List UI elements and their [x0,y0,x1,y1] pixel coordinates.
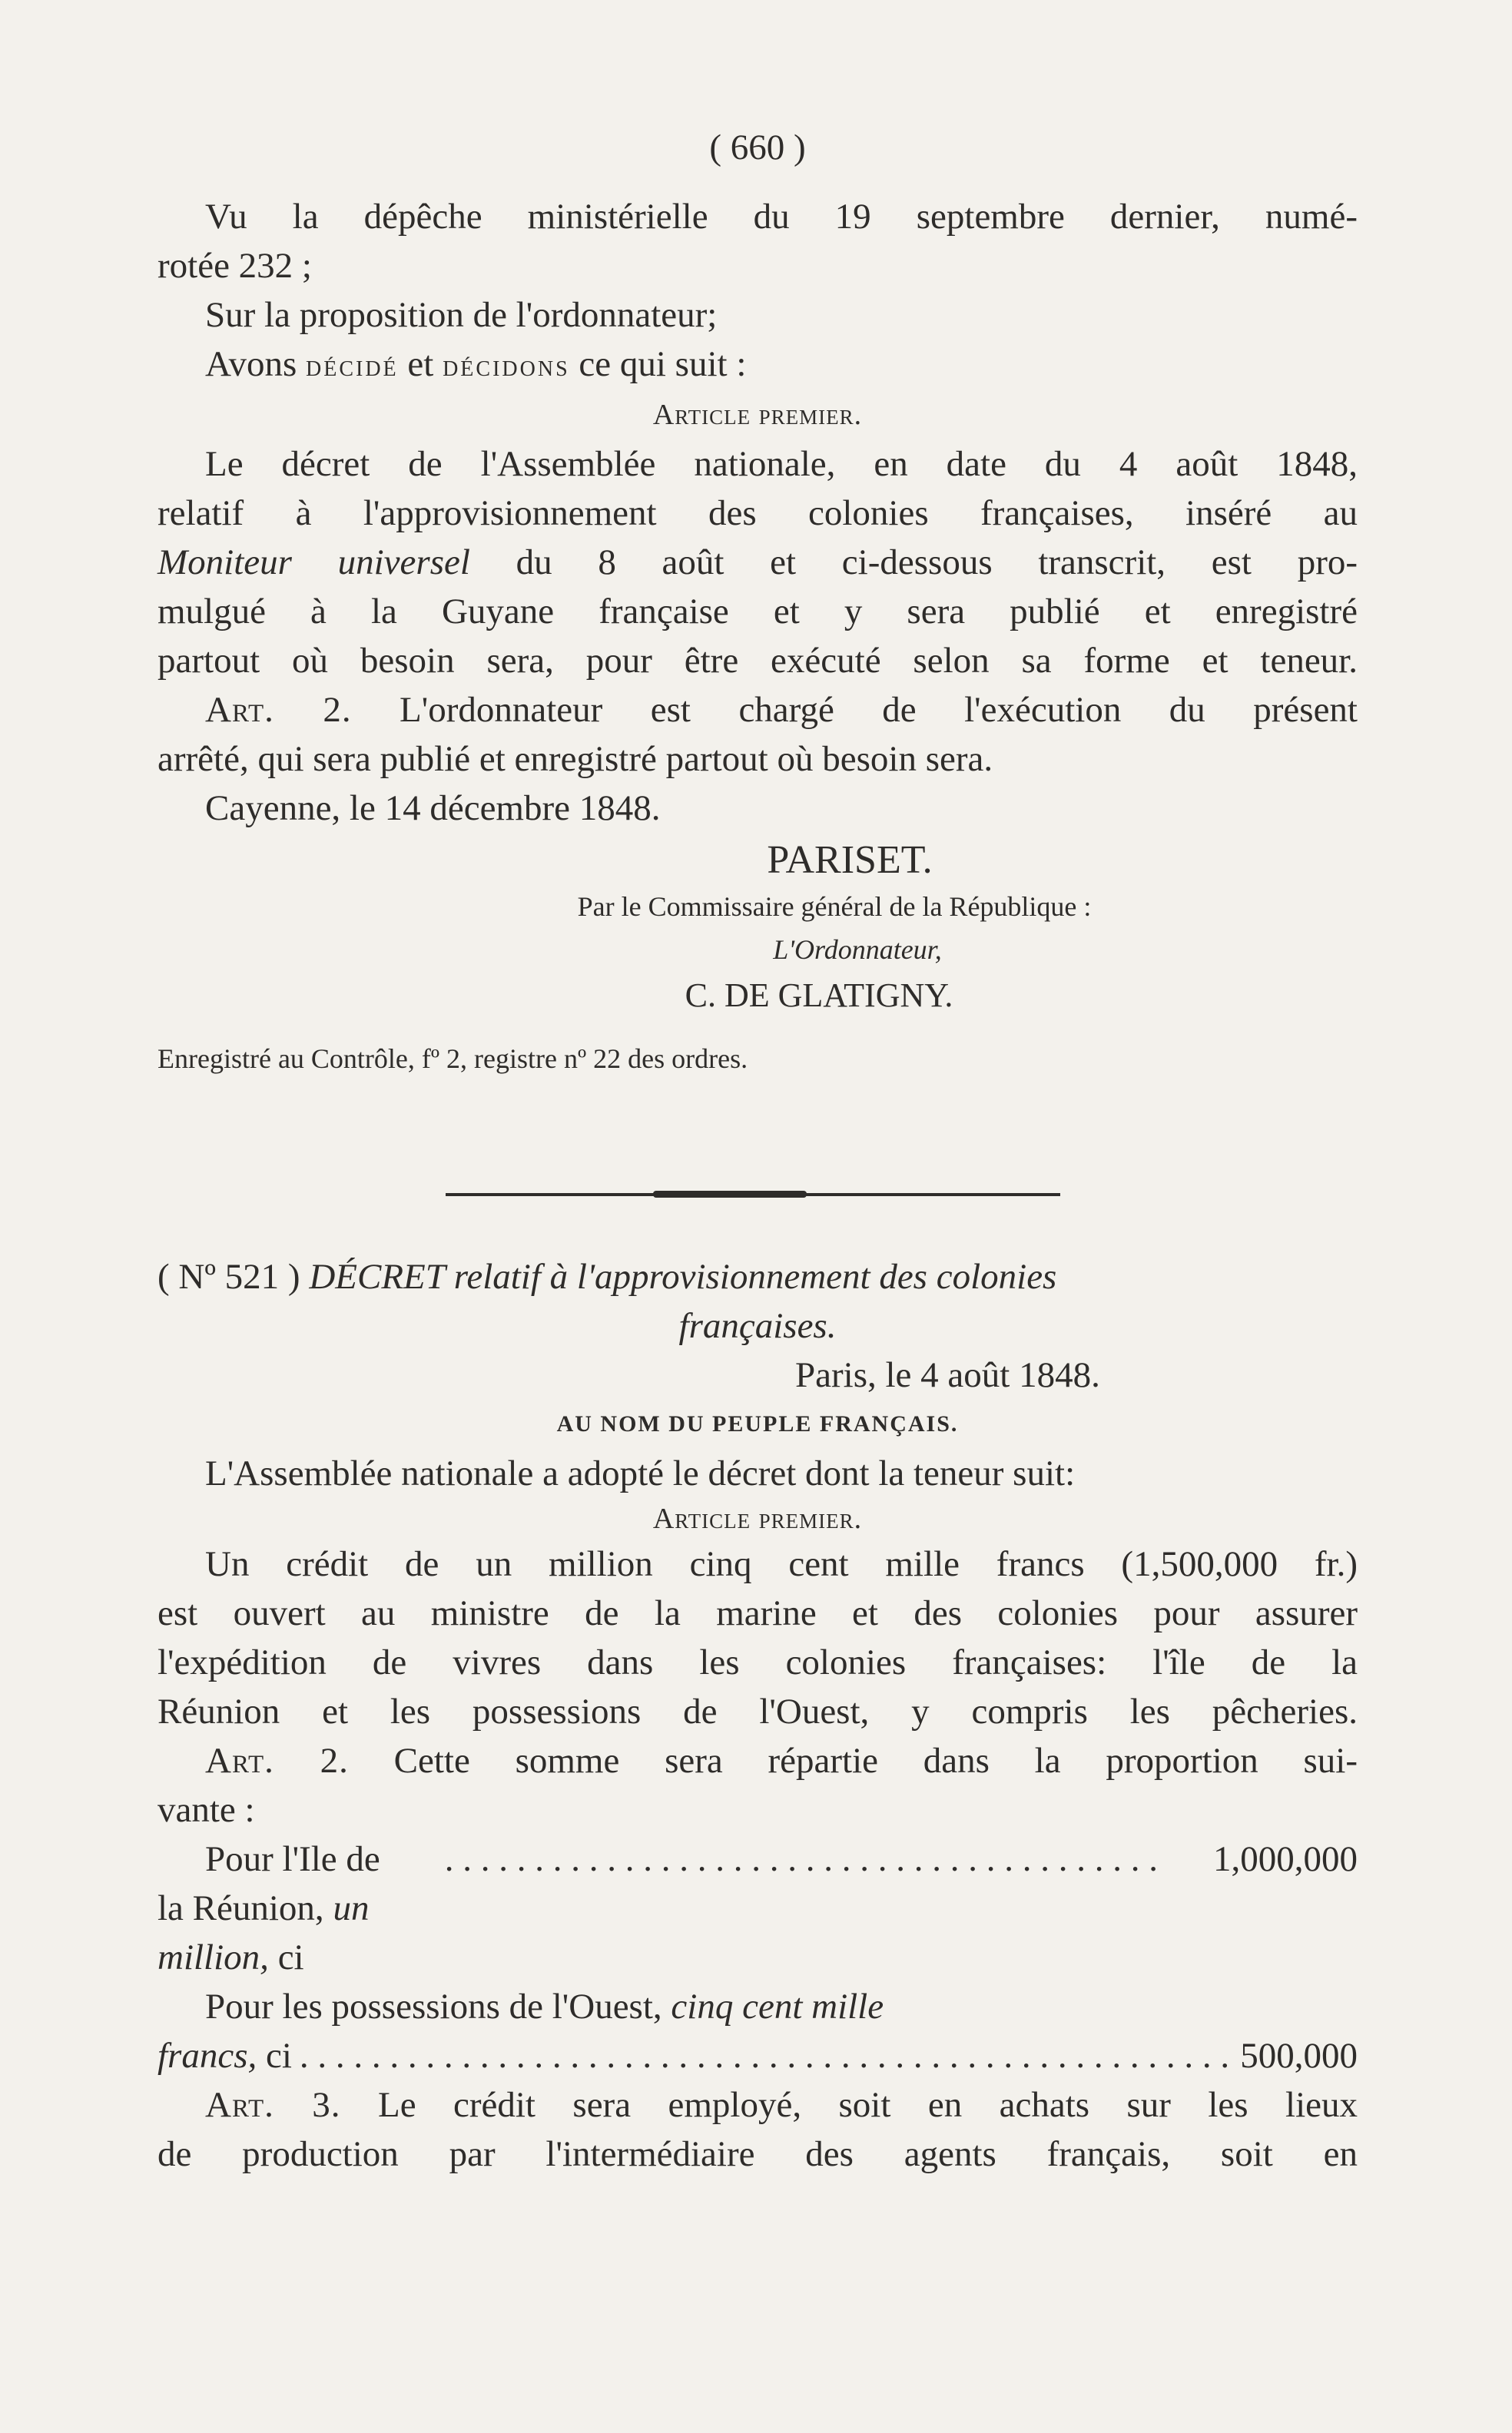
article-heading-2: Article premier. [652,1503,863,1535]
ouest-ci: ci [257,2036,292,2076]
moniteur-title: Moniteur universel [158,542,470,582]
reunion-amount: 1,000,000 [1213,1839,1358,1879]
date-line: Cayenne, le 14 décembre 1848. [205,788,661,828]
paragraph-vu-cont: rotée 232 ; [158,246,312,286]
article-2-line-2: arrêté, qui sera publié et enregistré partout où besoin sera. [158,739,993,779]
page-header [158,123,1358,172]
ouest-label-cont [158,2031,292,2080]
decree-title-line-1 [158,1252,1358,1301]
suit-text: ce qui suit : [579,344,747,384]
article-1-line-4: mulgué à la Guyane française et y sera publié et enregistré [158,592,1358,631]
art2-text: Cette somme sera répartie dans la proportion sui- [348,1741,1358,1781]
allocation-reunion [158,1835,1358,1982]
decree-number: ( Nº 521 ) [158,1257,300,1297]
article-1-line-1: Le décret de l'Assemblée nationale, en date du 4 août 1848, [205,444,1358,484]
art-2-text: L'ordonnateur est chargé de l'exécution du présent [351,690,1358,730]
art1-line-4: Réunion et les possessions de l'Ouest, y compris les pêcheries. [158,1692,1358,1732]
paragraph-vu: Vu la dépêche ministérielle du 19 septembre dernier, numé- [205,197,1358,237]
paragraph-proposition: Sur la proposition de l'ordonnateur; [205,295,718,335]
art1-line-1: Un crédit de un million cinq cent mille francs (1,500,000 fr.) [205,1544,1358,1584]
reunion-amount-words: un million, [158,1888,370,1977]
art-2-label: Art. 2. [205,690,352,730]
art2-line-1 [158,1736,1358,1785]
registration-note: Enregistré au Contrôle, fº 2, registre nº 22 des ordres. [158,1043,748,1074]
leader-dots-2: . . . . . . . . . . . . . . . . . . . . . . . . . . . . . . . . . . . . . . . . . . . . . . . . . . . . [299,2036,1230,2076]
art3-label: Art. 3. [205,2085,341,2125]
ordonnateur-name: C. DE GLATIGNY. [685,976,953,1014]
article-1-line-3 [158,538,1358,587]
leader-dots: . . . . . . . . . . . . . . . . . . . . . . . . . . . . . . . . . . . . . . . . [444,1839,1158,1879]
place-date: Paris, le 4 août 1848. [795,1355,1100,1395]
allocation-ouest-line-2 [158,2031,1358,2080]
decree-title: DÉCRET relatif à l'approvisionnement des colonies [309,1257,1057,1297]
art1-line-3: l'expédition de vivres dans les colonies françaises: l'île de la [158,1642,1358,1682]
decision-section [158,192,1358,1083]
ouest-text: Pour les possessions de l'Ouest, [205,1987,671,2027]
art1-line-2: est ouvert au ministre de la marine et des colonies pour assurer [158,1593,1358,1633]
decide-word: décidé [306,348,399,383]
ouest-francs: francs, [158,2036,257,2076]
article-2-line-1 [158,685,1358,734]
paragraph-avons [158,340,1358,390]
decidons-word: décidons [443,348,570,383]
art3-line-2: de production par l'intermédiaire des agents français, soit en [158,2134,1358,2174]
ouest-amount: 500,000 [1240,2036,1358,2076]
reunion-label [158,1835,390,1982]
section-divider [446,1193,1060,1196]
et-word: et [407,344,434,384]
art3-text: Le crédit sera employé, soit en achats sur les lieux [340,2085,1358,2125]
art2-label: Art. 2. [205,1741,349,1781]
page-number: ( 660 ) [709,128,806,167]
article-1-line-5: partout où besoin sera, pour être exécuté selon sa forme et teneur. [158,641,1358,681]
au-nom-heading: AU NOM DU PEUPLE FRANÇAIS. [556,1411,959,1437]
art3-line-1 [158,2080,1358,2130]
by-line: Par le Commissaire général de la République : [577,891,1092,922]
reunion-text: Pour l'Ile de la Réunion, [158,1839,380,1928]
article-1-line-2: relatif à l'approvisionnement des colonies françaises, inséré au [158,493,1358,533]
avons-word: Avons [205,344,297,384]
article-heading: Article premier. [652,399,863,431]
decree-title-line-2: françaises. [678,1306,837,1346]
decree-section [158,1252,1358,2179]
ouest-amount-words: cinq cent mille [671,1987,884,2027]
article-1-line-3-rest: du 8 août et ci-dessous transcrit, est pro- [469,542,1358,582]
reunion-ci: ci [268,1937,304,1977]
allocation-ouest-line-1 [158,1982,1358,2031]
ordonnateur-label: L'Ordonnateur, [773,934,942,965]
intro-line: L'Assemblée nationale a adopté le décret dont la teneur suit: [205,1454,1076,1493]
art2-line-2: vante : [158,1790,255,1830]
signature: PARISET. [767,838,933,882]
